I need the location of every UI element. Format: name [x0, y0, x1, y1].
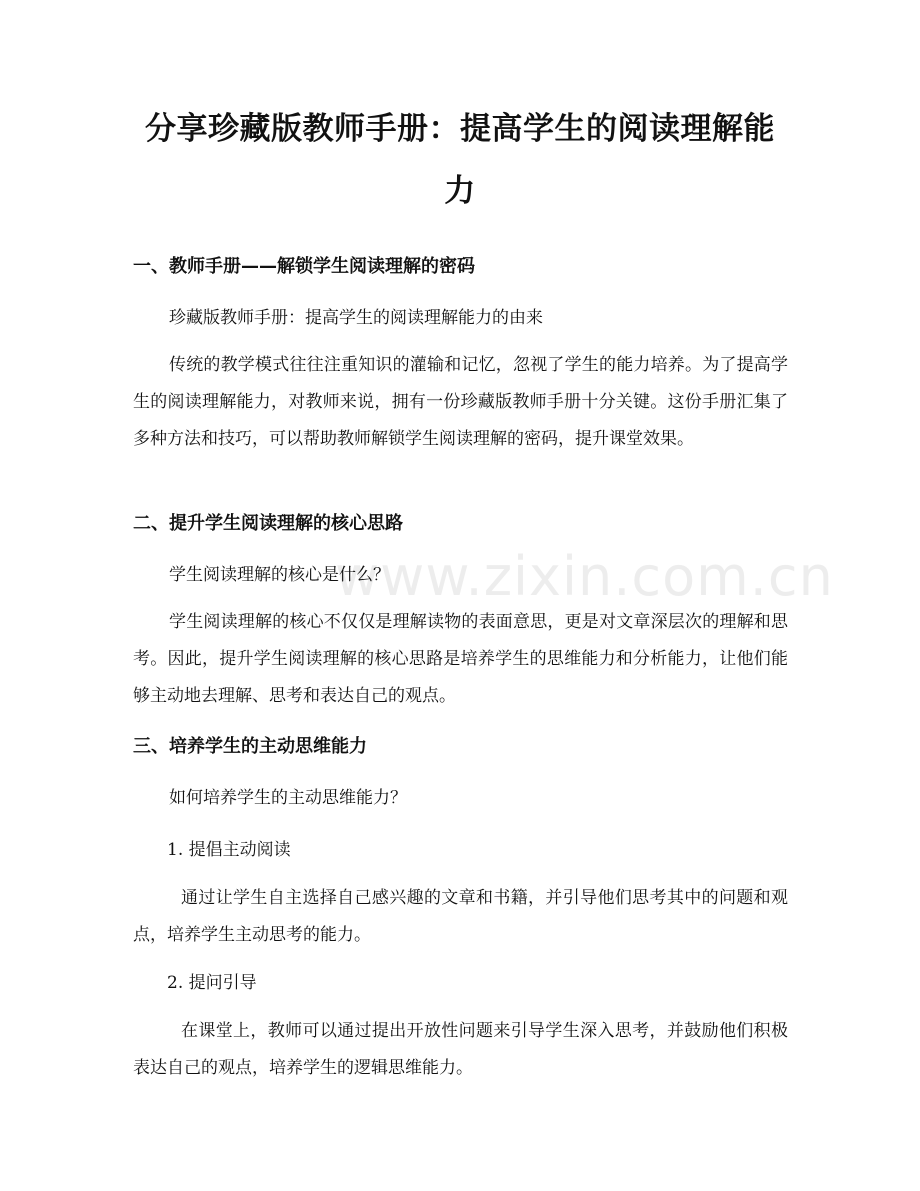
- document-title: 分享珍藏版教师手册：提高学生的阅读理解能力: [145, 111, 775, 209]
- item-1-body: 通过让学生自主选择自己感兴趣的文章和书籍，并引导他们思考其中的问题和观点，培养学生主动思考的能力。: [133, 888, 788, 945]
- item-1-label: 1. 提倡主动阅读: [167, 840, 291, 860]
- section-2-heading: 二、提升学生阅读理解的核心思路: [133, 513, 403, 534]
- section-2-subtitle: 学生阅读理解的核心是什么？: [169, 565, 390, 585]
- item-2-body: 在课堂上，教师可以通过提出开放性问题来引导学生深入思考，并鼓励他们积极表达自己的观点，培养学生的逻辑思维能力。: [133, 1021, 788, 1078]
- section-1-body: 传统的教学模式往往注重知识的灌输和记忆，忽视了学生的能力培养。为了提高学生的阅读理解能力，对教师来说，拥有一份珍藏版教师手册十分关键。这份手册汇集了多种方法和技巧，可以帮助教师解锁学生阅读理解的密码，提升课堂效果。: [133, 355, 788, 449]
- section-1-heading: 一、教师手册——解锁学生阅读理解的密码: [133, 256, 475, 277]
- section-2-body: 学生阅读理解的核心不仅仅是理解读物的表面意思，更是对文章深层次的理解和思考。因此，提升学生阅读理解的核心思路是培养学生的思维能力和分析能力，让他们能够主动地去理解、思考和表达自己的观点。: [133, 612, 788, 706]
- watermark: www.zixin.com.cn: [335, 545, 834, 608]
- section-3-heading: 三、培养学生的主动思维能力: [133, 736, 367, 757]
- item-2-label: 2. 提问引导: [167, 973, 257, 993]
- section-3-subtitle: 如何培养学生的主动思维能力？: [169, 788, 407, 808]
- section-1-subtitle: 珍藏版教师手册：提高学生的阅读理解能力的由来: [169, 308, 543, 328]
